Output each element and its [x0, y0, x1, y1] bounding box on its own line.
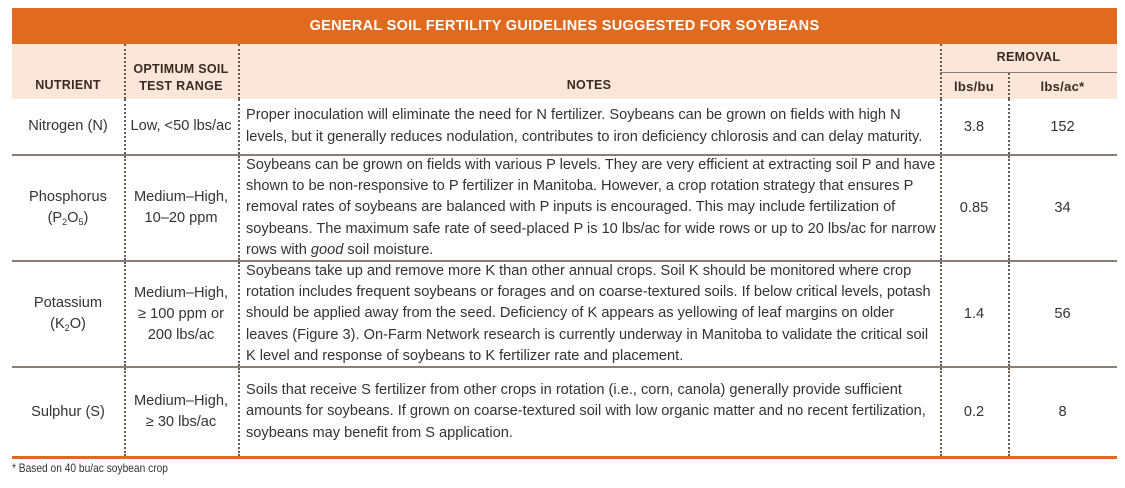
lbs-bu-cell: 0.2 — [963, 404, 985, 420]
nutrient-name: Potassium — [33, 295, 103, 311]
table-bottom-rule — [12, 456, 1117, 459]
nutrient-formula: $(P_2O_5)$ — [47, 210, 89, 227]
notes-text: Soils that receive S fertilizer from other crops in rotation (i.e., corn, canola) generally provide sufficient amounts for soybeans. If grown on coarse-textured soil with low organic matter and no recent fertilization, soybeans may benefit from S application. — [246, 382, 926, 441]
range-value: Low, <50 lbs/ac — [130, 118, 232, 134]
range-line: Medium–High, — [133, 189, 229, 205]
lbs-ac-cell: 56 — [1054, 306, 1071, 322]
notes-text: Soybeans take up and remove more K than other annual crops. Soil K should be monitored where crop rotation includes frequent soybeans or forages and on coarse-textured soils. If below critical levels, potash should be applied away from the seed. Deficiency of K appears as yellowing of leaf margins on older leaves (Figure 3). On-Farm Network research is currently underway in Manitoba to validate the critical soil K level and response of soybeans to K fertilizer rate and placement. — [246, 263, 931, 364]
range-line: 200 lbs/ac — [147, 326, 215, 343]
nutrient-cell — [12, 262, 124, 366]
lbs-bu-cell: 1.4 — [963, 306, 985, 322]
nutrient-cell — [12, 99, 124, 154]
lbs-ac-cell: 34 — [1054, 200, 1071, 216]
header-range-line2: TEST RANGE — [139, 79, 223, 93]
table-body — [12, 99, 1117, 456]
table-row — [12, 99, 1117, 154]
range-line: Medium–High, — [133, 393, 229, 409]
table-title: GENERAL SOIL FERTILITY GUIDELINES SUGGESTED FOR SOYBEANS — [12, 8, 1117, 44]
notes-cell — [238, 99, 940, 154]
table-row — [12, 154, 1117, 260]
lbs-ac-cell: 152 — [1050, 118, 1075, 135]
lbs-bu-cell: 0.85 — [959, 200, 989, 216]
nutrient-name: Nitrogen (N) — [28, 118, 108, 134]
notes-emphasis: good — [310, 241, 344, 258]
range-line: 10–20 ppm — [144, 210, 218, 226]
header-range-line1: OPTIMUM SOIL — [133, 62, 229, 76]
nutrient-name: Sulphur (S) — [31, 403, 105, 420]
notes-cell — [238, 156, 940, 260]
lbs-bu-cell: 3.8 — [963, 118, 985, 135]
range-line: ≥ 100 ppm or — [138, 305, 224, 322]
table-header — [12, 44, 1117, 99]
header-optimum-range — [124, 61, 238, 95]
notes-text-part: soil moisture. — [343, 241, 434, 258]
lbs-ac-cell: 8 — [1058, 404, 1067, 420]
table-row — [12, 366, 1117, 456]
nutrient-name: Phosphorus — [29, 189, 107, 205]
nutrient-cell — [12, 156, 124, 260]
nutrient-formula: $(K_2O)$ — [50, 316, 86, 333]
notes-text-part: Soybeans can be grown on fields with various P levels. They are very efficient at extracting soil P and have shown to be non-responsive to P fertilizer in Manitoba. However, a crop rotation strategy that ensures P removal rates of soybeans are balanced with P inputs is encouraged. This may include fertilization of soybeans. The maximum safe rate of seed-placed P is 10 lbs/ac for wide rows or up to 20 lbs/ac for narrow rows with — [246, 157, 936, 258]
range-line: ≥ 30 lbs/ac — [145, 414, 217, 430]
header-removal: REMOVAL — [996, 50, 1061, 64]
notes-text — [246, 155, 940, 261]
notes-cell — [238, 262, 940, 366]
header-lbs-ac: lbs/ac* — [1040, 79, 1085, 94]
range-cell — [124, 262, 238, 366]
header-lbs-bu: lbs/bu — [953, 79, 995, 94]
range-cell — [124, 99, 238, 154]
range-cell — [124, 156, 238, 260]
notes-cell — [238, 368, 940, 456]
header-notes: NOTES — [566, 78, 612, 92]
header-nutrient: NUTRIENT — [35, 78, 101, 92]
table-row — [12, 260, 1117, 366]
range-cell — [124, 368, 238, 456]
removal-underline — [940, 72, 1117, 73]
footnote: * Based on 40 bu/ac soybean crop — [12, 461, 168, 475]
soil-fertility-table — [12, 8, 1117, 459]
notes-text: Proper inoculation will eliminate the need for N fertilizer. Soybeans can be grown on fields with high N levels, but it generally reduces nodulation, contributes to iron deficiency chlorosis and can delay maturity. — [246, 107, 923, 145]
nutrient-cell — [12, 368, 124, 456]
range-line: Medium–High, — [133, 284, 229, 301]
